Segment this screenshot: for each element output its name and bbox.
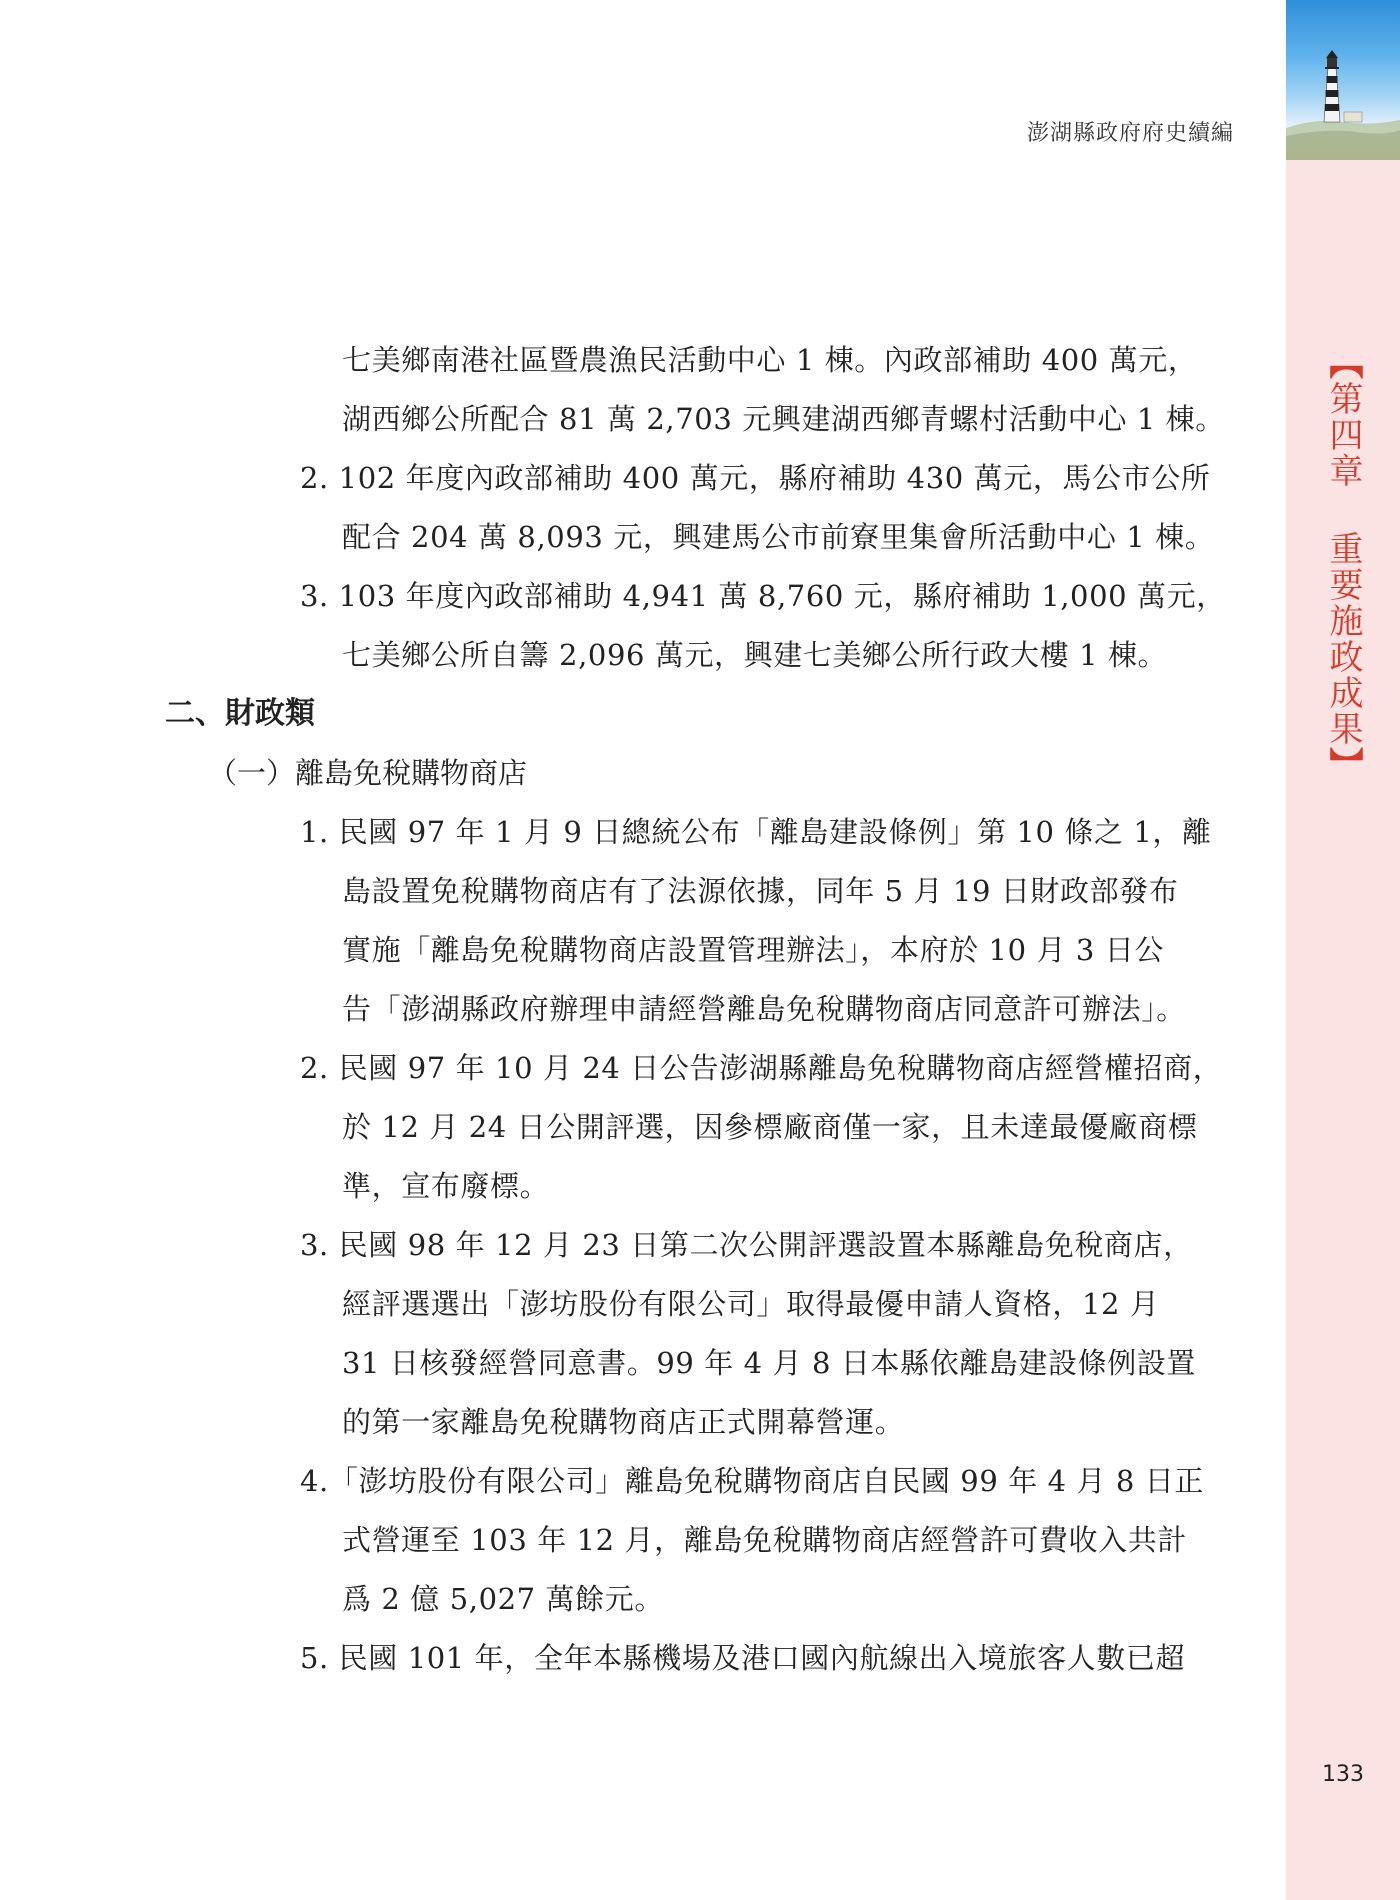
text-line: 實施「離島免稅購物商店設置管理辦法」，本府於 10 月 3 日公 [342,933,1164,967]
chapter-tab [1308,345,1378,783]
text-line: 七美鄉公所自籌 2,096 萬元，興建七美鄉公所行政大樓 1 棟。 [342,638,1168,672]
text-line: 七美鄉南港社區暨農漁民活動中心 1 棟。內政部補助 400 萬元， [342,343,1198,377]
text-line: 於 12 月 24 日公開評選，因參標廠商僅一家，且未達最優廠商標 [342,1110,1198,1144]
list-item-text: 5. 民國 101 年，全年本縣機場及港口國內航線出入境旅客人數已超 [300,1641,1186,1675]
subsection-heading: （一）離島免稅購物商店 [208,756,528,790]
list-item-text: 1. 民國 97 年 1 月 9 日總統公布「離島建設條例」第 10 條之 1，離 [300,815,1212,849]
text-line: 31 日核發經營同意書。99 年 4 月 8 日本縣依離島建設條例設置 [342,1346,1197,1380]
chapter-bracket-open: 【 [1323,345,1363,381]
section-heading: 二、財政類 [165,696,315,731]
text-line: 準，宣布廢標。 [342,1169,550,1203]
text-line: 告「澎湖縣政府辦理申請經營離島免稅購物商店同意許可辦法」。 [342,992,1186,1026]
text-line: 的第一家離島免稅購物商店正式開幕營運。 [342,1405,905,1439]
lighthouse-photo [1286,0,1400,160]
text-line: 式營運至 103 年 12 月，離島免稅購物商店經營許可費收入共計 [342,1523,1187,1557]
chapter-bracket-close: 】 [1323,747,1363,783]
list-item-text: 4.「澎坊股份有限公司」離島免稅購物商店自民國 99 年 4 月 8 日正 [300,1464,1204,1498]
text-line: 經評選選出「澎坊股份有限公司」取得最優申請人資格，12 月 [342,1287,1160,1321]
running-header: 澎湖縣政府府史續編 [1026,121,1234,146]
text-line: 配合 204 萬 8,093 元，興建馬公市前寮里集會所活動中心 1 棟。 [342,520,1215,554]
text-line: 爲 2 億 5,027 萬餘元。 [342,1582,664,1616]
text-line: 島設置免稅購物商店有了法源依據，同年 5 月 19 日財政部發布 [342,874,1179,908]
list-item-text: 2. 民國 97 年 10 月 24 日公告澎湖縣離島免稅購物商店經營權招商， [300,1051,1223,1085]
list-item-text: 3. 民國 98 年 12 月 23 日第二次公開評選設置本縣離島免稅商店， [300,1228,1193,1262]
text-line: 湖西鄉公所配合 81 萬 2,703 元興建湖西鄉青螺村活動中心 1 棟。 [342,402,1225,436]
list-item-text: 2. 102 年度內政部補助 400 萬元，縣府補助 430 萬元，馬公市公所 [300,461,1211,495]
page-number: 133 [1322,1762,1364,1787]
lighthouse-icon [1286,0,1400,160]
list-item-text: 3. 103 年度內政部補助 4,941 萬 8,760 元，縣府補助 1,000 萬元， [300,579,1226,613]
chapter-title: 第四章 重要施政成果 [1323,381,1363,747]
side-band [1286,0,1400,1900]
